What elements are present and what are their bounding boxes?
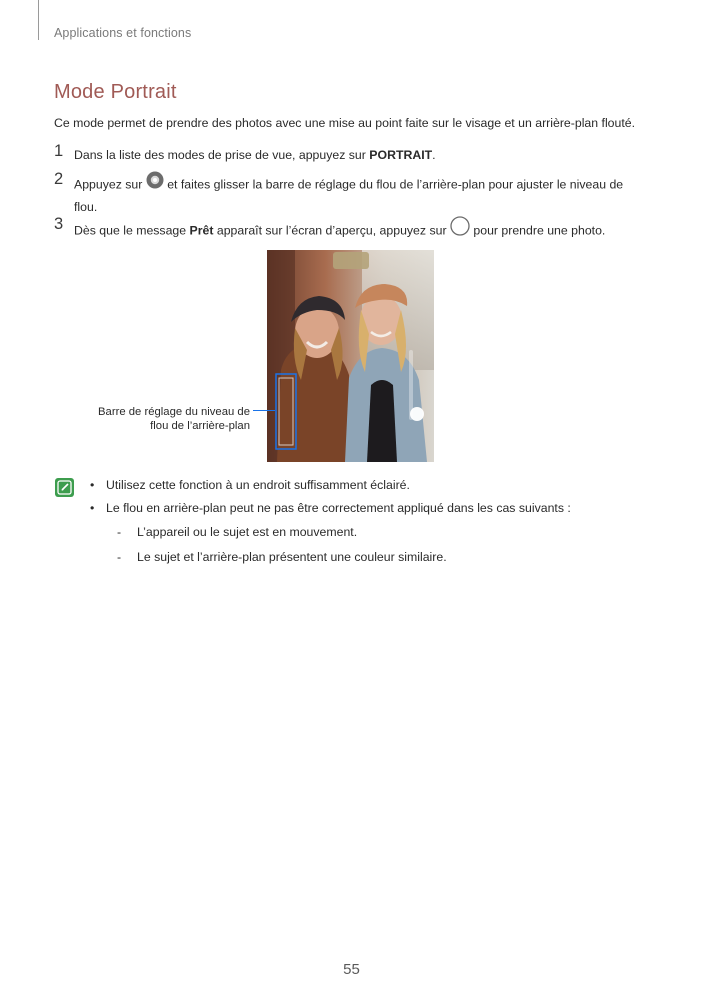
step-text: Appuyez sur et faites glisser la barre de réglage du flou de l’arrière-plan pour ajuster le niveau de flou.: [74, 173, 649, 217]
shutter-icon: [450, 216, 470, 242]
intro-paragraph: Ce mode permet de prendre des photos avec une mise au point faite sur le visage et un arrière-plan flouté.: [54, 116, 636, 130]
step-text: Dès que le message Prêt apparaît sur l’écran d’aperçu, appuyez sur pour prendre une photo.: [74, 218, 649, 244]
mode-name: PORTRAIT: [369, 148, 433, 162]
blur-bar-callout: Barre de réglage du niveau de flou de l’arrière-plan: [98, 406, 250, 432]
step-number: 3: [54, 215, 64, 233]
section-header: Applications et fonctions: [54, 26, 192, 40]
message-name: Prêt: [189, 223, 214, 238]
page-number: 55: [343, 961, 360, 978]
portrait-preview-photo: [267, 250, 434, 462]
page-title: Mode Portrait: [54, 81, 177, 103]
step-number: 1: [54, 142, 64, 160]
note-pencil-icon: [55, 478, 74, 497]
header-rule: [38, 0, 39, 40]
callout-leader-line: [253, 410, 275, 411]
portrait-effect-icon: [146, 171, 164, 195]
step-text: Dans la liste des modes de prise de vue, appuyez sur PORTRAIT.: [74, 148, 436, 162]
step-number: 2: [54, 170, 64, 188]
